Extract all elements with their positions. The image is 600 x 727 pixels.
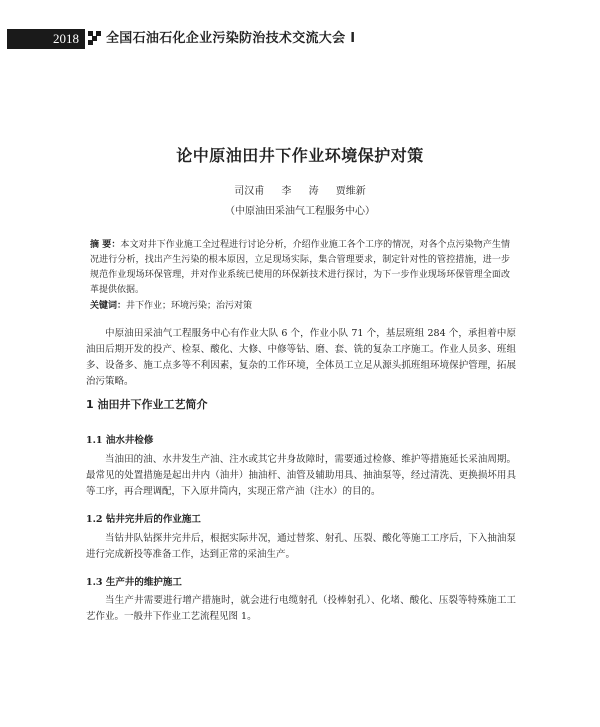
keywords-text: 井下作业；环境污染；治污对策 (126, 301, 253, 311)
subsection-1-2-text: 当钻井队钻探井完井后，根据实际井况，通过替浆、射孔、压裂、酸化等施工工序后，下入抽油泵进行完成新投等准备工作，达到正常的采油生产。 (86, 533, 516, 560)
subsection-1-3-text: 当生产井需要进行增产措施时，就会进行电缆射孔（投棒射孔）、化堵、酸化、压裂等特殊施工工艺作业。一般井下作业工艺流程见图 1。 (86, 595, 516, 622)
conference-logo-icon (88, 31, 102, 45)
intro-paragraph: 中原油田采油气工程服务中心有作业大队 6 个，作业小队 71 个，基层班组 284 个，承担着中原油田后期开发的投产、检泵、酸化、大修、中修等钻、磨、套、铣的复杂工序施工。作业人员多、班组多、设备多、施工点多等不利因素，复杂的工作环境，全体员工立足从源头抓班组环境保护管理，拓展治污策略。 (86, 328, 516, 387)
conference-year-badge: 2018 (7, 29, 85, 49)
paper-affiliation: （中原油田采油气工程服务中心） (225, 206, 375, 217)
subsection-1-2-heading: 1.2 钻井完井后的作业施工 (86, 514, 201, 525)
subsection-1-1-text: 当油田的油、水井发生产油、注水或其它井身故障时，需要通过检修、维护等措施延长采油周期。最常见的处置措施是起出井内（油井）抽油杆、油管及辅助用具、抽油泵等，经过清洗、更换损坏用具等工序，再合理调配，下入原井筒内，实现正常产油（注水）的目的。 (86, 454, 516, 497)
section-1-heading: 1 油田井下作业工艺简介 (86, 398, 208, 411)
conference-title: 全国石油石化企业污染防治技术交流大会 I (106, 31, 356, 46)
paper-authors: 司汉甫 李 涛 贾维新 (234, 186, 366, 197)
abstract-text: 本文对井下作业施工全过程进行讨论分析，介绍作业施工各个工序的情况，对各个点污染物产生情况进行分析，找出产生污染的根本原因，立足现场实际，集合管理要求，制定针对性的管控措施，进一步规范作业现场环保管理，并对作业系统已使用的环保新技术进行探讨，为下一步作业现场环保管理全面改革提供依据。 (90, 240, 510, 295)
subsection-1-1-heading: 1.1 油水井检修 (86, 435, 154, 446)
keywords-label: 关键词： (90, 301, 127, 311)
paper-title: 论中原油田井下作业环境保护对策 (176, 146, 424, 165)
abstract (90, 238, 510, 298)
subsection-1-3-heading: 1.3 生产井的维护施工 (86, 577, 182, 588)
keywords (90, 299, 510, 313)
abstract-label: 摘 要： (90, 240, 121, 250)
